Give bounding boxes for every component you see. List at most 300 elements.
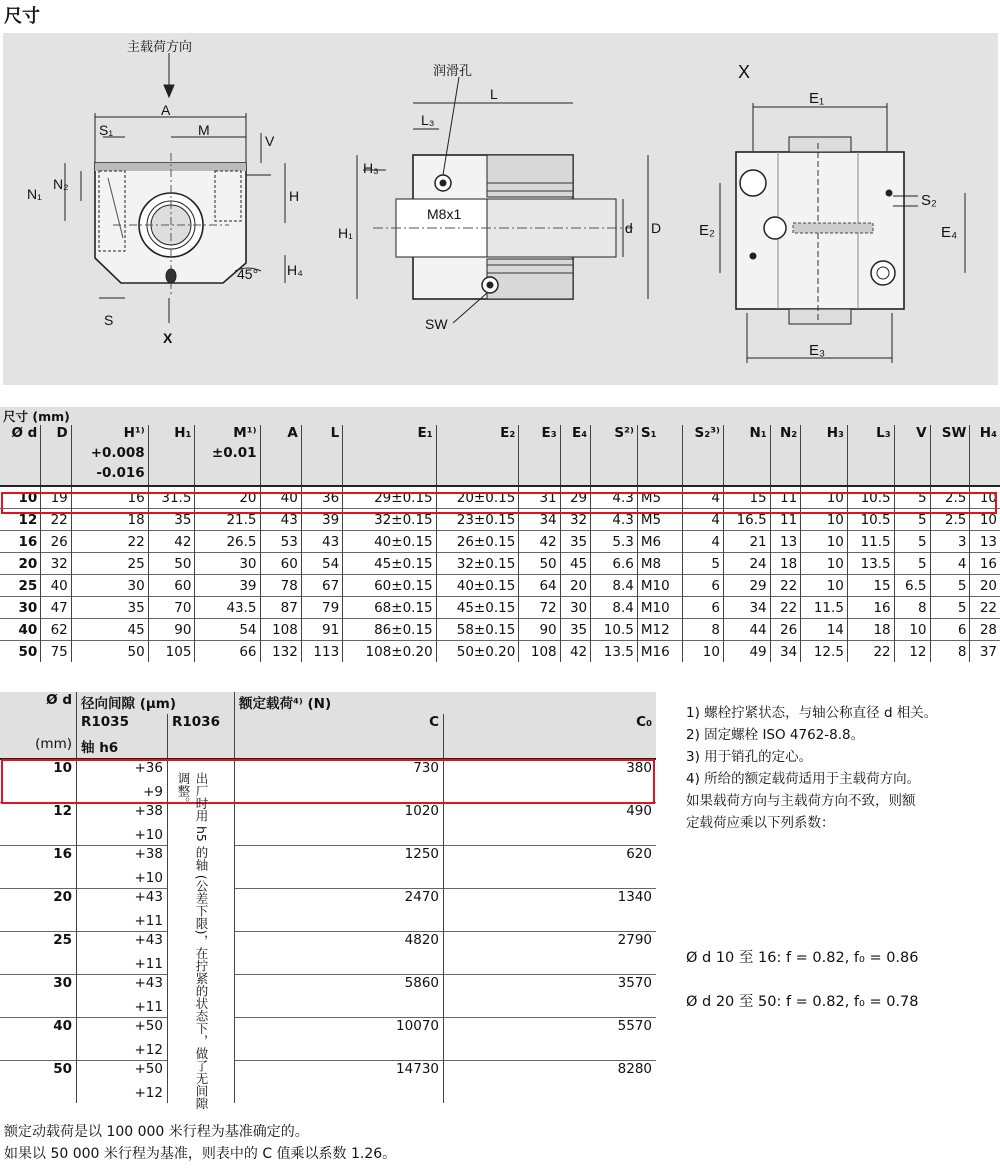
dim-cell: 91 (301, 619, 342, 641)
load-row (0, 1061, 656, 1083)
dim-cell: 32±0.15 (343, 509, 436, 531)
header-r1035: R1035 (77, 714, 168, 736)
dim-cell: 10 (801, 509, 848, 531)
dim-cell: 28 (970, 619, 1000, 641)
dim-cell: 29 (560, 486, 590, 509)
svg-text:E₁: E₁ (809, 90, 825, 107)
dim-cell: 20 (560, 575, 590, 597)
load-cell: 490 (444, 803, 657, 846)
dim-cell: 35 (148, 509, 195, 531)
dim-cell: 42 (148, 531, 195, 553)
load-cell: 16 (0, 846, 77, 889)
dim-cell: 13.5 (847, 553, 894, 575)
dim-cell: 42 (560, 641, 590, 663)
dim-cell: 20 (970, 575, 1000, 597)
dim-cell: 90 (148, 619, 195, 641)
dim-header-0-16: H₃ (801, 425, 848, 445)
dim-header-0-1: D (41, 425, 71, 445)
load-cell: 14730 (235, 1061, 444, 1104)
dim-cell: 22 (770, 575, 801, 597)
dim-cell: 5 (930, 597, 970, 619)
svg-text:X: X (738, 62, 751, 82)
header-r1036: R1036 (168, 714, 235, 736)
dim-header-1-14 (723, 445, 770, 465)
dim-cell: 3 (930, 531, 970, 553)
dim-header-1-18 (894, 445, 930, 465)
dim-cell: 18 (847, 619, 894, 641)
dim-cell: 14 (801, 619, 848, 641)
load-table (0, 692, 656, 1103)
dim-cell: 50 (519, 553, 560, 575)
dim-cell: 6 (683, 575, 724, 597)
dim-header-1-11 (591, 445, 638, 465)
dim-header-2-4 (195, 465, 260, 486)
dim-header-0-15: N₂ (770, 425, 801, 445)
dim-header-0-12: S₁ (637, 425, 682, 445)
dim-cell: 30 (195, 553, 260, 575)
header-shaft: 轴 h6 (77, 736, 168, 759)
dim-cell: M8 (637, 553, 682, 575)
dim-cell: 45 (71, 619, 148, 641)
dim-cell: 22 (970, 597, 1000, 619)
load-cell: +36 (77, 759, 168, 781)
dim-header-2-18 (894, 465, 930, 486)
dim-cell: 22 (770, 597, 801, 619)
header-clearance: 径向间隙 (µm) (77, 692, 235, 714)
svg-text:L₃: L₃ (421, 112, 435, 128)
load-cell: 3570 (444, 975, 657, 1018)
dim-cell: 10 (801, 531, 848, 553)
dim-header-1-7 (343, 445, 436, 465)
dim-header-0-10: E₄ (560, 425, 590, 445)
load-cell: +38 (77, 803, 168, 825)
dim-cell: 5.3 (591, 531, 638, 553)
dim-cell: 10.5 (591, 619, 638, 641)
header-load: 额定载荷⁴⁾ (N) (235, 692, 657, 714)
dim-cell: 25 (0, 575, 41, 597)
svg-text:A: A (161, 102, 171, 118)
dim-cell: 10 (801, 553, 848, 575)
dim-cell: 40 (260, 486, 301, 509)
dim-cell: 13.5 (591, 641, 638, 663)
load-cell: 40 (0, 1018, 77, 1061)
dim-header-2-2: -0.016 (71, 465, 148, 486)
dim-cell: 35 (560, 531, 590, 553)
dim-cell: 43 (260, 509, 301, 531)
dim-cell: 35 (560, 619, 590, 641)
load-cell: 50 (0, 1061, 77, 1104)
dim-cell: 54 (301, 553, 342, 575)
dim-cell: 13 (970, 531, 1000, 553)
dim-cell: 34 (723, 597, 770, 619)
dim-cell: 66 (195, 641, 260, 663)
dim-cell: 30 (71, 575, 148, 597)
load-cell: 30 (0, 975, 77, 1018)
dim-cell: 16.5 (723, 509, 770, 531)
svg-text:H₄: H₄ (287, 262, 303, 278)
load-cell: +10 (77, 824, 168, 846)
dim-cell: 2.5 (930, 486, 970, 509)
dim-header-1-4: ±0.01 (195, 445, 260, 465)
dim-cell: 10.5 (847, 486, 894, 509)
dim-cell: 4 (930, 553, 970, 575)
dim-cell: 4 (683, 509, 724, 531)
dim-cell: 64 (519, 575, 560, 597)
load-cell: +11 (77, 910, 168, 932)
svg-text:E₄: E₄ (941, 224, 958, 241)
note-1: 1) 螺栓拧紧状态，与轴公称直径 d 相关。 (686, 705, 938, 721)
dim-cell: 5 (930, 575, 970, 597)
front-view (65, 53, 285, 323)
dim-header-0-0: Ø d (0, 425, 41, 445)
dim-cell: 75 (41, 641, 71, 663)
dim-row (0, 575, 1000, 597)
dim-header-2-14 (723, 465, 770, 486)
technical-drawing (3, 33, 998, 385)
load-cell: 2790 (444, 932, 657, 975)
svg-text:润滑孔: 润滑孔 (433, 63, 473, 78)
dim-cell: 19 (41, 486, 71, 509)
highlight-row-10-load (1, 759, 655, 804)
dim-cell: 79 (301, 597, 342, 619)
highlight-row-10-dimensions (1, 492, 997, 514)
dim-cell: 36 (301, 486, 342, 509)
dim-header-2-3 (148, 465, 195, 486)
dim-header-0-7: E₁ (343, 425, 436, 445)
dim-header-0-17: L₃ (847, 425, 894, 445)
dim-cell: 67 (301, 575, 342, 597)
dim-cell: 6.6 (591, 553, 638, 575)
dim-cell: 21 (723, 531, 770, 553)
dim-header-0-18: V (894, 425, 930, 445)
dim-cell: 26 (770, 619, 801, 641)
r1036-note: 出厂时用 h5 的轴 (公差下限)，在拧紧的状态下，做了无间隙调整。 (176, 772, 209, 1110)
dim-cell: 113 (301, 641, 342, 663)
dim-cell: 6.5 (894, 575, 930, 597)
dim-cell: M16 (637, 641, 682, 663)
load-cell: +12 (77, 1039, 168, 1061)
dim-cell: 22 (847, 641, 894, 663)
svg-text:E₃: E₃ (809, 342, 826, 359)
dim-cell: 29±0.15 (343, 486, 436, 509)
dim-header-0-13: S₂³⁾ (683, 425, 724, 445)
load-cell: 4820 (235, 932, 444, 975)
dim-cell: 40±0.15 (343, 531, 436, 553)
dim-header-2-20 (970, 465, 1000, 486)
svg-text:H: H (289, 188, 300, 204)
dim-header-0-4: M¹⁾ (195, 425, 260, 445)
dim-cell: 49 (723, 641, 770, 663)
dim-header-1-19 (930, 445, 970, 465)
load-cell: 10070 (235, 1018, 444, 1061)
load-cell: 380 (444, 759, 657, 803)
load-cell: +11 (77, 953, 168, 975)
dim-cell: 87 (260, 597, 301, 619)
dim-header-1-1 (41, 445, 71, 465)
load-cell: +10 (77, 867, 168, 889)
dim-cell: 43.5 (195, 597, 260, 619)
dim-cell: 2.5 (930, 509, 970, 531)
dim-cell: 11 (770, 509, 801, 531)
dim-cell: 11.5 (801, 597, 848, 619)
dim-header-0-20: H₄ (970, 425, 1000, 445)
dim-header-0-3: H₁ (148, 425, 195, 445)
dim-cell: 15 (723, 486, 770, 509)
dim-header-1-6 (301, 445, 342, 465)
svg-text:SW: SW (425, 316, 448, 332)
dim-cell: 4.3 (591, 509, 638, 531)
svg-text:d: d (625, 220, 633, 236)
dim-cell: 5 (683, 553, 724, 575)
dim-cell: 45 (560, 553, 590, 575)
dim-header-1-0 (0, 445, 41, 465)
dim-cell: 12 (894, 641, 930, 663)
dim-cell: 43 (301, 531, 342, 553)
dim-cell: 40 (41, 575, 71, 597)
dim-cell: 50 (0, 641, 41, 663)
svg-text:D: D (651, 220, 662, 236)
dim-cell: 24 (723, 553, 770, 575)
dim-cell: 35 (71, 597, 148, 619)
dim-cell: 16 (847, 597, 894, 619)
dim-cell: 16 (0, 531, 41, 553)
dim-header-0-11: S²⁾ (591, 425, 638, 445)
svg-text:M: M (198, 122, 210, 138)
dim-header-2-16 (801, 465, 848, 486)
load-cell: +43 (77, 975, 168, 997)
dim-cell: 10 (970, 486, 1000, 509)
dim-cell: 108 (519, 641, 560, 663)
load-cell: +50 (77, 1061, 168, 1083)
dim-header-1-5 (260, 445, 301, 465)
side-view (357, 77, 648, 323)
svg-text:45°: 45° (237, 266, 259, 282)
load-cell: 12 (0, 803, 77, 846)
svg-text:N₁: N₁ (27, 186, 42, 202)
note-2: 2) 固定螺栓 ISO 4762-8.8。 (686, 727, 865, 743)
factor-10-16: Ø d 10 至 16: f = 0.82, f₀ = 0.86 (686, 950, 919, 966)
dim-cell: 6 (930, 619, 970, 641)
dim-cell: M5 (637, 486, 682, 509)
dim-header-0-6: L (301, 425, 342, 445)
dim-cell: 62 (41, 619, 71, 641)
dim-cell: M6 (637, 531, 682, 553)
dim-cell: 72 (519, 597, 560, 619)
dim-header-1-13 (683, 445, 724, 465)
dim-cell: 22 (41, 509, 71, 531)
dim-header-2-7 (343, 465, 436, 486)
dim-cell: 10 (894, 619, 930, 641)
dim-header-1-15 (770, 445, 801, 465)
dim-cell: 30 (560, 597, 590, 619)
svg-text:S₂: S₂ (921, 192, 937, 209)
load-cell: 1020 (235, 803, 444, 846)
note-4-line2: 如果载荷方向与主载荷方向不致，则额 (686, 793, 916, 809)
dim-cell: 39 (301, 509, 342, 531)
dim-cell: 53 (260, 531, 301, 553)
dim-cell: 132 (260, 641, 301, 663)
dim-header-2-10 (560, 465, 590, 486)
dim-header-1-12 (637, 445, 682, 465)
view-x (720, 103, 965, 363)
dim-header-2-9 (519, 465, 560, 486)
dim-cell: 30 (0, 597, 41, 619)
dim-cell: 5 (894, 509, 930, 531)
dim-cell: 54 (195, 619, 260, 641)
dim-cell: 22 (71, 531, 148, 553)
dim-cell: 32 (560, 509, 590, 531)
dim-cell: 34 (770, 641, 801, 663)
dim-cell: 60 (260, 553, 301, 575)
dim-cell: 10 (0, 486, 41, 509)
dim-cell: 21.5 (195, 509, 260, 531)
dim-header-0-8: E₂ (436, 425, 519, 445)
dim-cell: 12.5 (801, 641, 848, 663)
dim-row (0, 641, 1000, 663)
dim-cell: 40 (0, 619, 41, 641)
header-mm: (mm) (0, 736, 77, 759)
dim-cell: 40±0.15 (436, 575, 519, 597)
svg-text:主载荷方向: 主载荷方向 (127, 39, 193, 54)
dim-header-2-5 (260, 465, 301, 486)
dim-row (0, 531, 1000, 553)
svg-text:X: X (163, 330, 173, 346)
dim-header-2-17 (847, 465, 894, 486)
dim-cell: 5 (894, 553, 930, 575)
load-cell: 10 (0, 759, 77, 803)
dim-header-2-6 (301, 465, 342, 486)
footnotes (686, 702, 937, 834)
load-row (0, 975, 656, 997)
dim-header-0-5: A (260, 425, 301, 445)
dim-header-0-14: N₁ (723, 425, 770, 445)
dim-header-2-0 (0, 465, 41, 486)
dim-cell: 78 (260, 575, 301, 597)
dim-cell: 8.4 (591, 575, 638, 597)
dim-cell: M12 (637, 619, 682, 641)
svg-text:N₂: N₂ (53, 176, 69, 192)
dim-header-0-9: E₃ (519, 425, 560, 445)
dim-cell: 5 (894, 486, 930, 509)
dim-cell: 23±0.15 (436, 509, 519, 531)
load-cell: +50 (77, 1018, 168, 1040)
dim-header-0-19: SW (930, 425, 970, 445)
header-d: Ø d (0, 692, 77, 714)
load-row (0, 932, 656, 954)
dim-cell: 68±0.15 (343, 597, 436, 619)
dim-cell: 15 (847, 575, 894, 597)
dim-cell: 8 (683, 619, 724, 641)
dim-cell: 108 (260, 619, 301, 641)
dim-cell: 108±0.20 (343, 641, 436, 663)
dim-cell: 4.3 (591, 486, 638, 509)
dim-header-2-11 (591, 465, 638, 486)
dim-header-2-8 (436, 465, 519, 486)
dim-cell: 42 (519, 531, 560, 553)
dim-cell: 8 (894, 597, 930, 619)
dim-cell: 39 (195, 575, 260, 597)
dim-cell: M5 (637, 509, 682, 531)
svg-text:H₁: H₁ (338, 225, 353, 241)
dim-header-2-13 (683, 465, 724, 486)
dim-cell: 13 (770, 531, 801, 553)
load-cell: +11 (77, 996, 168, 1018)
note-4: 4) 所给的额定载荷适用于主载荷方向。 (686, 771, 921, 787)
dim-cell: 4 (683, 531, 724, 553)
note-4-line3: 定载荷应乘以下列系数： (686, 815, 835, 831)
dim-cell: 26.5 (195, 531, 260, 553)
load-cell: 8280 (444, 1061, 657, 1104)
dim-cell: 6 (683, 597, 724, 619)
dim-cell: 10 (683, 641, 724, 663)
svg-text:S₁: S₁ (99, 122, 114, 138)
dim-cell: 86±0.15 (343, 619, 436, 641)
dim-cell: 12 (0, 509, 41, 531)
dim-header-2-12 (637, 465, 682, 486)
dim-cell: 105 (148, 641, 195, 663)
load-cell: +12 (77, 1082, 168, 1103)
dim-header-2-19 (930, 465, 970, 486)
dim-cell: 26 (41, 531, 71, 553)
dim-header-1-8 (436, 445, 519, 465)
dim-header-1-16 (801, 445, 848, 465)
page-title: 尺寸 (4, 6, 40, 27)
dim-header-1-2: +0.008 (71, 445, 148, 465)
dim-cell: 16 (71, 486, 148, 509)
svg-text:E₂: E₂ (699, 222, 715, 239)
footer-line-1: 额定动载荷是以 100 000 米行程为基准确定的。 (4, 1124, 309, 1140)
dim-cell: 70 (148, 597, 195, 619)
dim-cell: 60±0.15 (343, 575, 436, 597)
dim-cell: 10 (801, 486, 848, 509)
load-cell: 620 (444, 846, 657, 889)
dim-cell: 34 (519, 509, 560, 531)
load-cell: 25 (0, 932, 77, 975)
load-cell: 2470 (235, 889, 444, 932)
dim-cell: 18 (770, 553, 801, 575)
dim-row (0, 619, 1000, 641)
dim-cell: 20±0.15 (436, 486, 519, 509)
dim-cell: 25 (71, 553, 148, 575)
dim-header-2-1 (41, 465, 71, 486)
dim-cell: 5 (894, 531, 930, 553)
dim-row (0, 553, 1000, 575)
dim-row (0, 597, 1000, 619)
dim-cell: 32±0.15 (436, 553, 519, 575)
footer-line-2: 如果以 50 000 米行程为基准，则表中的 C 值乘以系数 1.26。 (4, 1146, 397, 1162)
dim-cell: 60 (148, 575, 195, 597)
dim-header-1-9 (519, 445, 560, 465)
dim-cell: 20 (0, 553, 41, 575)
load-cell: 5570 (444, 1018, 657, 1061)
svg-text:V: V (265, 133, 275, 149)
dim-cell: 31.5 (148, 486, 195, 509)
dim-cell: 10.5 (847, 509, 894, 531)
dim-cell: 11.5 (847, 531, 894, 553)
dim-cell: 90 (519, 619, 560, 641)
dim-cell: 8 (930, 641, 970, 663)
load-cell: 1340 (444, 889, 657, 932)
dim-cell: 31 (519, 486, 560, 509)
dim-cell: 11 (770, 486, 801, 509)
dim-cell: 32 (41, 553, 71, 575)
load-row (0, 846, 656, 868)
load-cell: 730 (235, 759, 444, 803)
dim-cell: 16 (970, 553, 1000, 575)
dim-cell: 45±0.15 (436, 597, 519, 619)
load-cell: +38 (77, 846, 168, 868)
svg-text:H₃: H₃ (363, 160, 379, 176)
